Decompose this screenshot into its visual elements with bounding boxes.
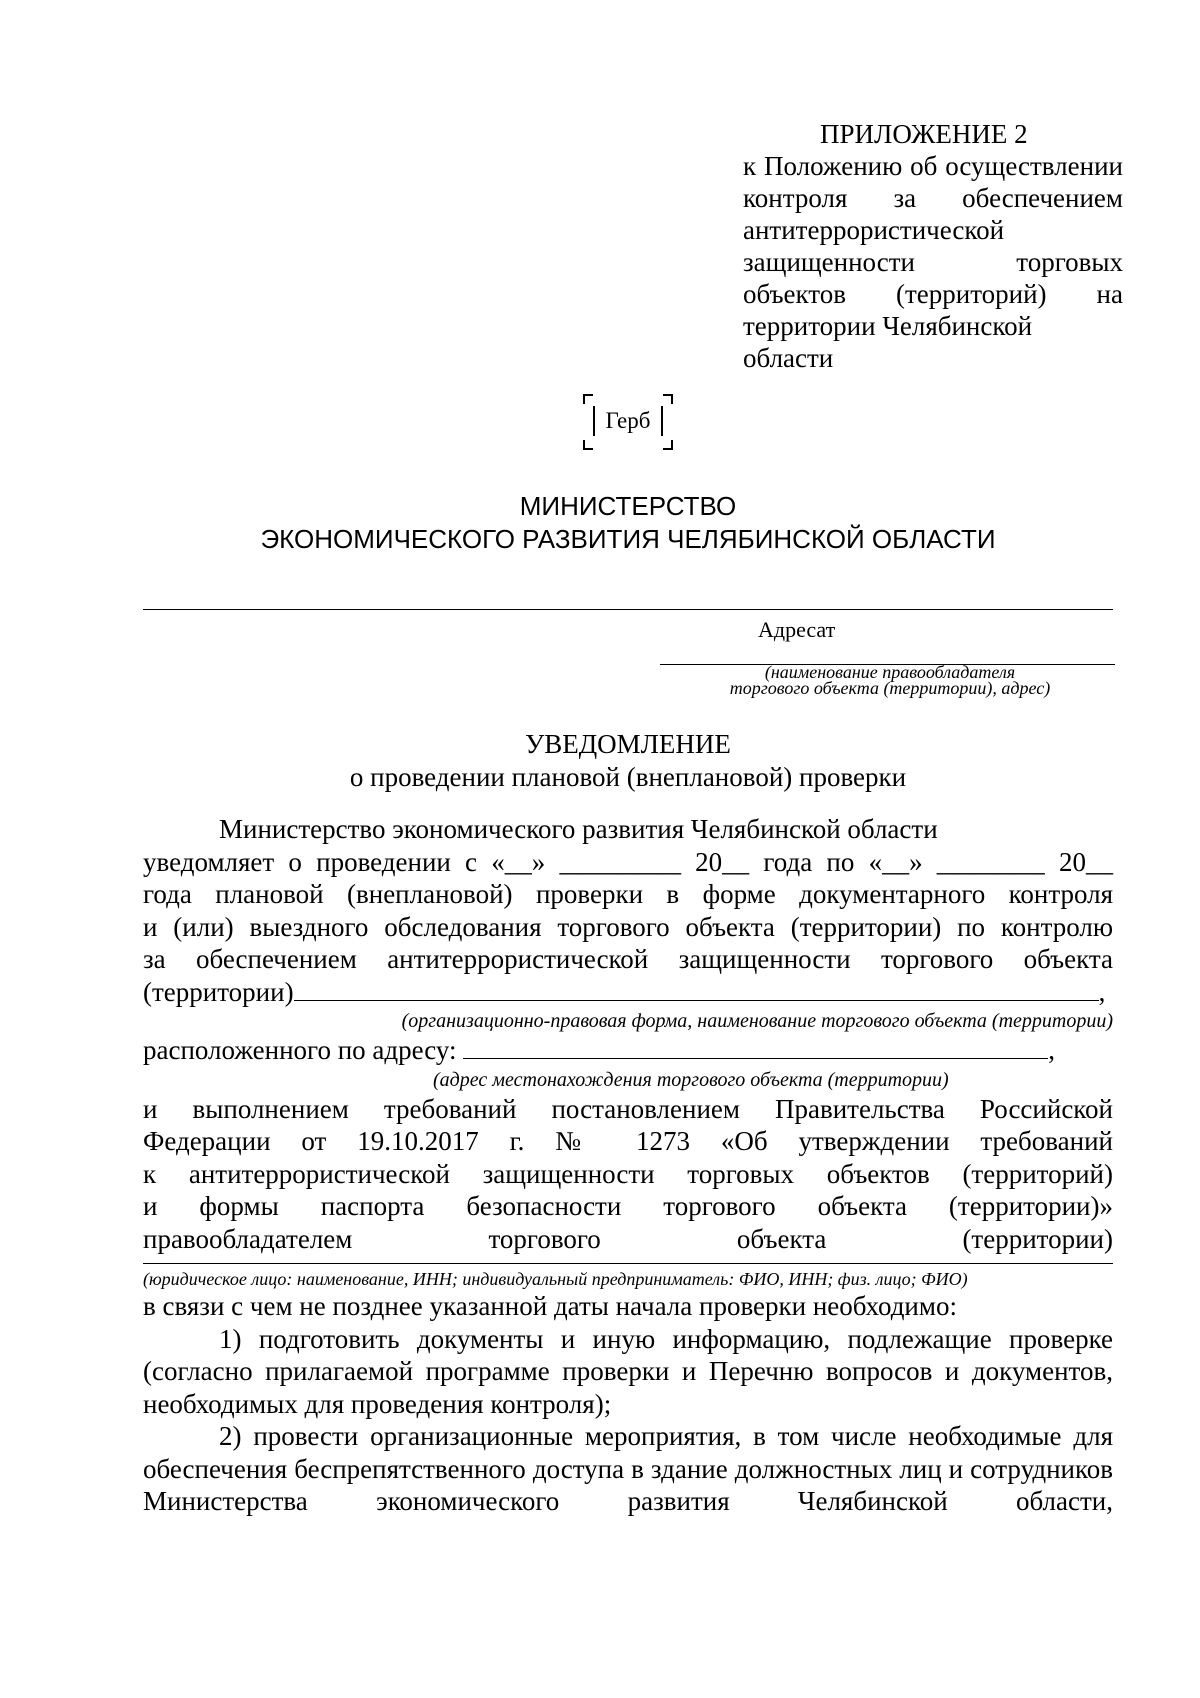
addressee-label: Адресат xyxy=(758,617,836,642)
address-line-comma: , xyxy=(1048,1035,1056,1065)
header-divider xyxy=(143,609,1113,610)
address-label: расположенного по адресу: xyxy=(143,1035,457,1065)
object-line-comma: , xyxy=(1098,976,1106,1007)
list-item-2: 2) провести организационные мероприятия, в том числе необходимые для обеспечения беспрепятственного доступа в здание должностных лиц и сотрудников Министерства экономического развития Челябинской области, xyxy=(143,1421,1113,1516)
notice-title: УВЕДОМЛЕНИЕ xyxy=(525,729,731,759)
object-caption: (организационно-правовая форма, наименование торгового объекта (территории) xyxy=(401,1010,1113,1032)
object-name-line xyxy=(143,976,1113,1009)
ministry-line-1: МИНИСТЕРСТВО xyxy=(519,491,737,521)
appendix-line: объектов (территорий) на xyxy=(743,279,1123,309)
appendix-line: защищенности торговых xyxy=(743,247,1123,277)
body-line: Министерство экономического развития Челябинской области xyxy=(219,814,938,844)
body-line: и выполнением требований постановлением Правительства Российской xyxy=(143,1093,1113,1124)
notice-body xyxy=(143,813,1113,1518)
addressee-caption-line-2: торгового объекта (территории), адрес) xyxy=(729,678,1051,698)
rightholder-line xyxy=(143,1255,1113,1264)
appendix-header xyxy=(743,118,1123,374)
body-line: Федерации от 19.10.2017 г. № 1273 «Об утверждении требований xyxy=(143,1126,1113,1156)
appendix-line: контроля за обеспечением xyxy=(743,183,1123,213)
body-line: и (или) выездного обследования торгового объекта (территории) по контролю xyxy=(143,911,1113,942)
addressee-caption-line-1: (наименование правообладателя xyxy=(764,662,1016,682)
body-line: за обеспечением антитеррористической защищенности торгового объекта xyxy=(143,944,1113,974)
body-line: уведомляет о проведении с «__» _________ 20__ года по «__» ________ 20__ xyxy=(143,846,1113,877)
notice-subtitle: о проведении плановой (внеплановой) проверки xyxy=(349,762,907,792)
body-line: правообладателем торгового объекта (территории) xyxy=(143,1223,1113,1254)
appendix-title: ПРИЛОЖЕНИЕ 2 xyxy=(820,119,1028,149)
address-line xyxy=(143,1034,1113,1067)
list-item-1: 1) подготовить документы и иную информацию, подлежащие проверке (согласно прилагаемой программе проверки и Перечню вопросов и документов, необходимых для проведения контроля); xyxy=(143,1323,1113,1419)
notice-heading xyxy=(143,728,1113,794)
ministry-name xyxy=(143,490,1113,556)
address-blank xyxy=(463,1036,1048,1059)
body-line: года плановой (внеплановой) проверки в форме документарного контроля xyxy=(143,879,1113,909)
body-line: к антитеррористической защищенности торговых объектов (территорий) xyxy=(143,1158,1113,1189)
emblem-label: Герб xyxy=(593,406,663,436)
object-label: (территории) xyxy=(143,976,294,1007)
body-line: и формы паспорта безопасности торгового объекта (территории)» xyxy=(143,1191,1113,1221)
ministry-line-2: ЭКОНОМИЧЕСКОГО РАЗВИТИЯ ЧЕЛЯБИНСКОЙ ОБЛАСТИ xyxy=(260,524,996,554)
appendix-line: к Положению об осуществлении xyxy=(743,151,1123,181)
body-line: в связи с чем не позднее указанной даты начала проверки необходимо: xyxy=(143,1291,957,1321)
addressee-caption xyxy=(655,664,1125,696)
rightholder-caption: (юридическое лицо: наименование, ИНН; индивидуальный предприниматель: ФИО, ИНН; физ. лицо; ФИО) xyxy=(143,1269,968,1289)
emblem-placeholder xyxy=(583,394,673,450)
address-caption: (адрес местонахождения торгового объекта (территории) xyxy=(433,1068,949,1091)
appendix-line: территории Челябинской области xyxy=(743,311,1033,373)
object-name-blank xyxy=(294,978,1099,1001)
appendix-line: антитеррористической xyxy=(743,215,1005,245)
